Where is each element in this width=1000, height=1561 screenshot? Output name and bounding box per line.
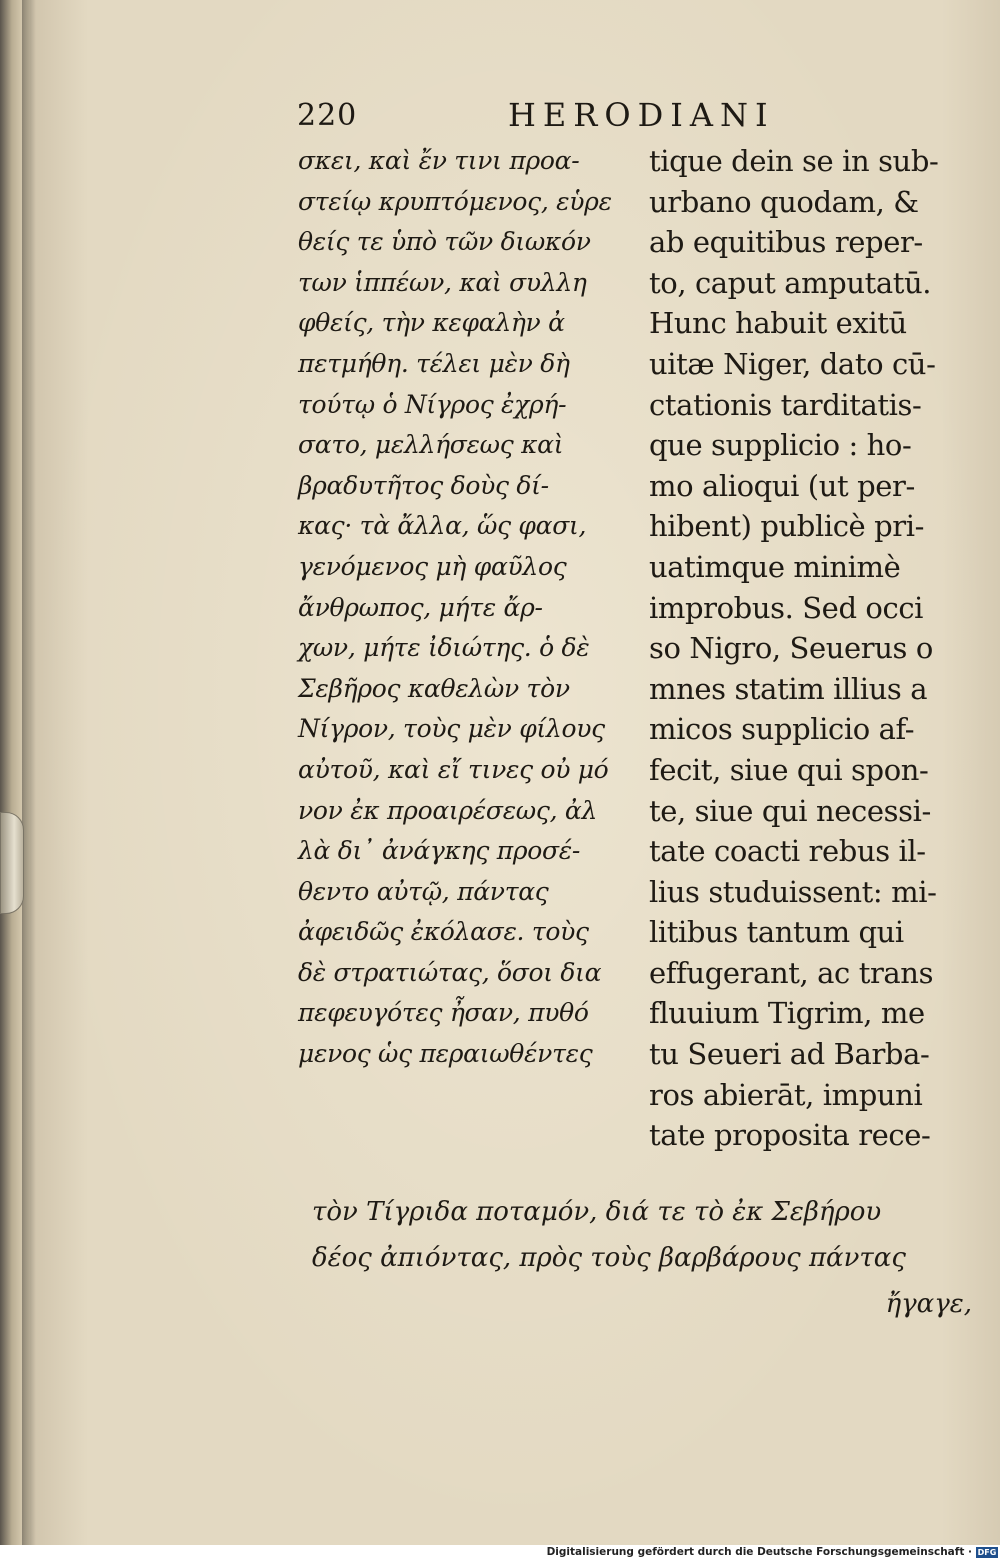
greek-line: Νίγρον, τοὺς μὲν φίλους [298,714,605,744]
latin-line: micos supplicio af- [649,712,915,747]
funding-credit: Digitalisierung gefördert durch die Deutsche Forschungsgemeinschaft · [546,1546,972,1558]
greek-catchword: ἤγαγε, [885,1289,972,1319]
greek-line: τούτῳ ὁ Νίγρος ἐχρή- [298,389,567,419]
latin-line: ros abierāt, impuni [649,1077,923,1112]
latin-line: to, caput amputatū. [649,265,932,300]
running-head: HERODIANI [508,96,775,134]
greek-line: χων, μήτε ἰδιώτης. ὁ δὲ [298,633,590,663]
latin-line: ctationis tarditatis- [649,387,922,422]
latin-line: fluuium Tigrim, me [649,996,925,1031]
greek-line: γενόμενος μὴ φαῦλος [298,551,567,581]
latin-line: uatimque minimè [649,549,901,584]
greek-line: πετμήθη. τέλει μὲν δὴ [298,348,570,378]
page-tab-marker [0,812,24,914]
greek-line: αὐτοῦ, καὶ εἴ τινες οὐ μό [298,754,609,784]
greek-line: στείῳ κρυπτόμενος, εὑρε [298,186,612,216]
greek-line: θεντο αὐτῷ, πάντας [298,876,549,906]
greek-line: σκει, καὶ ἔν τινι προα- [298,146,580,175]
latin-line: urbano quodam, & [649,184,919,219]
greek-line: ἀφειδῶς ἐκόλασε. τοὺς [298,917,589,947]
greek-full-width-text [312,1189,982,1327]
greek-line: πεφευγότες ἦσαν, πυθό [298,998,589,1028]
latin-line: mo alioqui (ut per- [649,468,915,503]
latin-line: mnes statim illius a [649,671,928,706]
page-number: 220 [297,98,358,133]
latin-line: improbus. Sed occi [649,590,924,625]
latin-line: te, siue qui necessi- [649,793,931,828]
greek-full-line: δέος ἀπιόντας, πρὸς τοὺς βαρβάρους πάντας [312,1243,906,1273]
book-page [30,0,1000,1545]
latin-line: effugerant, ac trans [649,955,934,990]
latin-line: uitæ Niger, dato cū- [649,346,936,381]
greek-line: νον ἐκ προαιρέσεως, ἀλ [298,795,598,825]
greek-line: Σεβῆρος καθελὼν τὸν [298,673,570,703]
latin-text-column [649,141,969,1156]
greek-line: δὲ στρατιώτας, ὅσοι δια [298,957,602,987]
greek-line: σατο, μελλήσεως καὶ [298,430,564,460]
latin-line: hibent) publicè pri- [649,509,925,544]
latin-line: fecit, siue qui spon- [649,752,929,787]
latin-line: ab equitibus reper- [649,225,923,260]
greek-line: κας· τὰ ἄλλα, ὥς φασι, [298,511,587,541]
greek-line: μενος ὡς περαιωθέντες [298,1039,593,1069]
greek-text-column [298,141,638,1075]
latin-line: que supplicio : ho- [649,428,912,463]
latin-line: tu Seueri ad Barba- [649,1037,930,1072]
latin-line: lius studuissent: mi- [649,874,937,909]
latin-line: tate coacti rebus il- [649,834,926,869]
greek-line: των ἱππέων, καὶ συλλη [298,267,587,297]
latin-line: litibus tantum qui [649,915,904,950]
latin-line: so Nigro, Seuerus o [649,631,933,666]
greek-full-line: τὸν Τίγριδα ποταμόν, διά τε τὸ ἐκ Σεβήρου [312,1197,882,1227]
footer-bar [0,1545,1000,1561]
greek-line: θείς τε ὑπὸ τῶν διωκόν [298,227,591,257]
spine-shadow [22,0,36,1545]
greek-line: ἄνθρωπος, μήτε ἄρ- [298,592,543,622]
latin-line: Hunc habuit exitū [649,306,907,341]
greek-line: βραδυτῆτος δοὺς δί- [298,470,549,500]
greek-line: φθείς, τὴν κεφαλὴν ἀ [298,308,565,338]
latin-line: tique dein se in sub- [649,144,939,178]
dfg-logo: DFG [977,1548,997,1557]
latin-line: tate proposita rece- [649,1118,931,1153]
greek-line: λὰ δι᾽ ἀνάγκης προσέ- [298,836,581,866]
